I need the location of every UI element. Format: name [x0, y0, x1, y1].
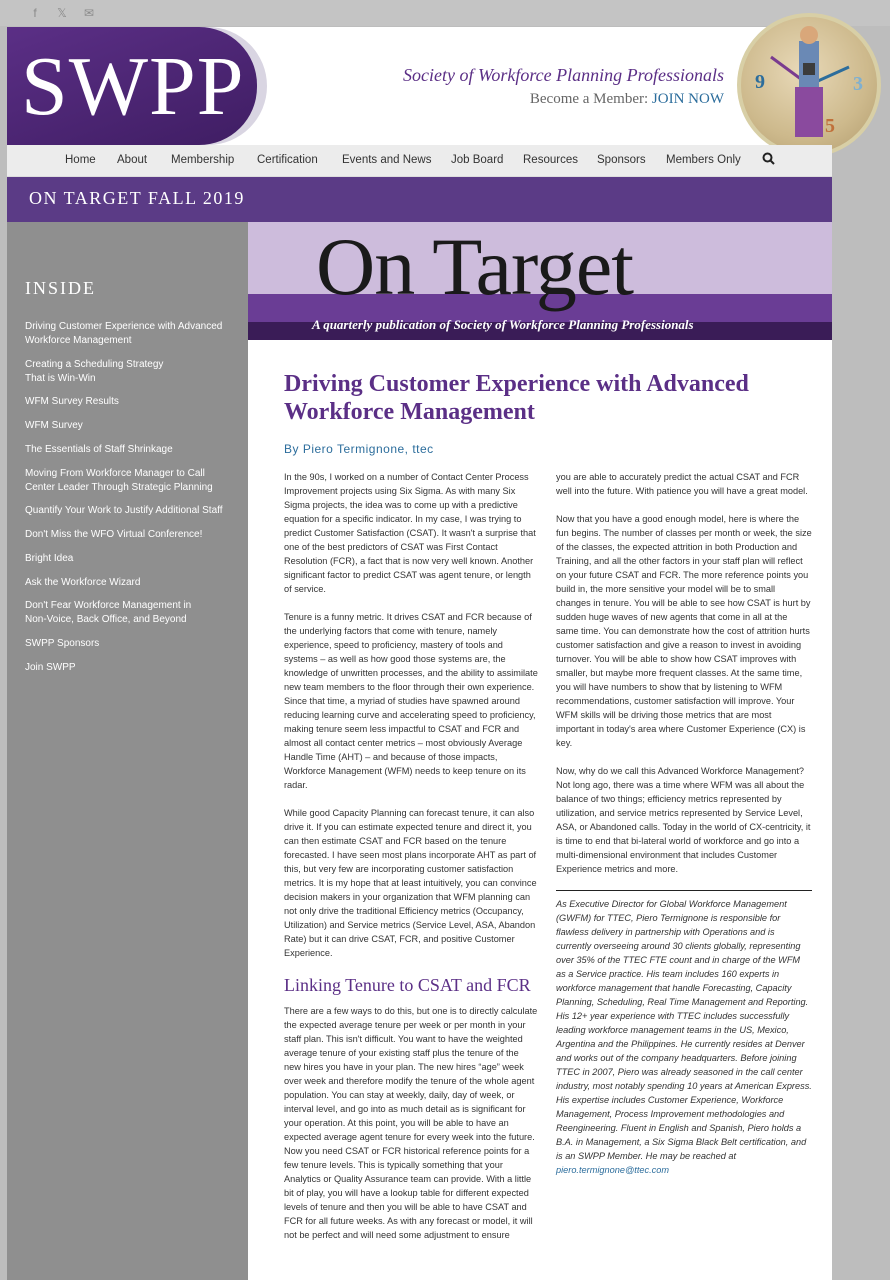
sidebar-heading: INSIDE: [25, 278, 96, 298]
email-icon[interactable]: ✉: [83, 6, 95, 20]
paragraph: In the 90s, I worked on a number of Contact Center Process Improvement projects using Six Sigma. As with many Six Sigma projects, the idea was to come up with a predictive equation for a specific indicator. In my case, I was trying to predict Customer Satisfaction (CSAT). It wasn't a surprise that one of the best predictors of CSAT was First Contact Resolution (FCR), a fact that is now very well known. Another significant factor to predict CSAT was agent tenure, or length of service.: [284, 472, 536, 594]
nav-membership[interactable]: Membership: [171, 154, 235, 166]
clock-illustration: [737, 13, 881, 157]
sidebar-link[interactable]: Driving Customer Experience with Advanced Workforce Management: [25, 321, 223, 346]
masthead-subtitle: A quarterly publication of Society of Workforce Planning Professionals: [312, 317, 694, 332]
sidebar-link[interactable]: Bright Idea: [25, 553, 74, 564]
nav-resources[interactable]: Resources: [523, 154, 578, 166]
nav-members-only[interactable]: Members Only: [666, 154, 741, 166]
sidebar-link[interactable]: WFM Survey: [25, 420, 83, 431]
paragraph: you are able to accurately predict the actual CSAT and FCR well into the future. With patience you will have a great model.: [556, 472, 808, 496]
issue-title: ON TARGET FALL 2019: [29, 188, 245, 208]
clock-number-3: 3: [853, 73, 863, 95]
bio-divider: [556, 890, 812, 891]
header-tagline: [403, 65, 724, 108]
article-column-1: [284, 470, 538, 1256]
member-line: [403, 91, 724, 108]
author-bio-text: As Executive Director for Global Workforce Management (GWFM) for TTEC, Piero Termignone is responsible for flawless delivery in partnership with Operations and is currently overseeing around 30 clients globally, representing over 35% of the TTEC FTE count and in charge of the WFM as a Service practice. His team includes 160 experts in workforce management that handle Forecasting, Capacity Planning, Scheduling, Real Time Management and Reporting. His 12+ year experience with TTEC includes successfully leading workforce management teams in the US, Mexico, Argentina and the Philippines. He currently resides at Denver and works out of the company headquarters. Before joining TTEC in 2007, Piero was already seasoned in the call center industry, most notably spending 10 years at American Express. His expertise includes Customer Experience, Workforce Management, Process Improvement methodologies and Reengineering. Fluent in English and Spanish, Piero holds a B.A. in Management, a Six Sigma Black Belt certification, and is an SWPP Member. He may be reached at: [556, 899, 812, 1161]
nav-about[interactable]: About: [117, 154, 148, 166]
sidebar-link[interactable]: Join SWPP: [25, 662, 76, 673]
issue-banner: [7, 177, 832, 222]
paragraph: Now that you have a good enough model, here is where the fun begins. The number of classes per month or week, the size of the classes, the expected attrition in both Production and Training, and all the other factors in your staff plan will reflect on your future CSAT and FCR. The more reference points you build in, the more sensitive your model will be to small changes in tenure. You will be able to see how CSAT is hurt by sudden huge waves of new agents that come in all at the same time. You can demonstrate how the cost of attrition hurts customer satisfaction and give a reason to invest in avoiding turnover. You will be able to show how CSAT improves with smaller, but maybe more frequent classes. At the same time, you will have numbers to show that by listening to WFM recommendations, customer satisfaction will improve. Your WFM skills will be driving those metrics that are most important in today's area where Customer Experience (CX) is key.: [556, 514, 812, 748]
nav-sponsors[interactable]: Sponsors: [597, 154, 646, 166]
nav-home[interactable]: Home: [65, 154, 96, 166]
clock-number-5: 5: [825, 115, 835, 137]
article-byline: By Piero Termignone, ttec: [284, 442, 434, 456]
sidebar-link[interactable]: The Essentials of Staff Shrinkage: [25, 444, 173, 455]
member-prefix: Become a Member:: [529, 91, 649, 107]
section-subhead: Linking Tenure to CSAT and FCR: [284, 975, 531, 995]
join-now-link[interactable]: JOIN NOW: [651, 91, 724, 107]
nav-events-and-news[interactable]: Events and News: [342, 154, 432, 166]
main-nav: [7, 145, 832, 177]
sidebar-link[interactable]: Creating a Scheduling Strategy That is Win-Win: [25, 359, 164, 384]
society-name: Society of Workforce Planning Professionals: [403, 65, 724, 85]
paragraph: There are a few ways to do this, but one is to directly calculate the expected average tenure per week or per month in your staff plan. This isn't difficult. You want to have the weighted average tenure of your existing staff plus the tenure of the new hires you have in your plan. The new hires “age” week over week and therefore modify the tenure of the whole agent population. You can stay at weekly, daily, day of week, or interval level, and go into as much detail as is significant for your operation. At this point, you will be able to have an expected average agent tenure for every week into the future. Now you need CSAT or FCR historical reference points for a few tenure levels. This is typically something that your Analytics or Quality Assurance team can provide. With a little bit of play, you will have a lookup table for different expected levels of tenure and then you will be able to have CSAT and FCR for all future weeks. As with any forecast or model, it will not be perfect and will need some adjustment to ensure: [284, 1006, 538, 1240]
masthead-word: On Target: [316, 222, 633, 312]
sidebar-link[interactable]: WFM Survey Results: [25, 396, 119, 407]
main-content: [248, 222, 832, 1280]
page-frame: [7, 27, 863, 1280]
x-icon[interactable]: 𝕏: [57, 6, 67, 20]
sidebar-link[interactable]: Ask the Workforce Wizard: [25, 577, 141, 588]
paragraph: Tenure is a funny metric. It drives CSAT and FCR because of the underlying factors that come with tenure, namely experience, speed to proficiency, mastery of tools and systems – as well as how good those systems are, the knowledge of unwritten processes, and the ability to assimilate new team members to the floor through their own experience. Since that time, a myriad of studies have spawned around reducing learning curve and accelerating speed to proficiency, making tenure seem less impactful to CSAT and FCR and almost all contact center metrics – most obviously Average Handle Time (AHT) – and because of those impacts, Workforce Management (WFM) needs to keep tenure on its radar.: [284, 612, 538, 790]
site-header: [7, 27, 863, 145]
article-title: Driving Customer Experience with Advanced Workforce Management: [284, 371, 749, 425]
logo-text: SWPP: [21, 40, 245, 133]
facebook-icon[interactable]: f: [33, 6, 37, 20]
paragraph: While good Capacity Planning can forecast tenure, it can also drive it. If you can estimate expected tenure and direct it, you can then estimate CSAT and FCR based on the tenure forecasted. I have seen most plans incorporate AHT as part of this, but very few are incorporating customer satisfaction metrics. It is my hope that at least intuitively, you can convince decision makers in your organization that WFM planning can not only drive the traditional Efficiency metrics (Occupancy, Utilization) and Service metrics (Service Level, ASA, Abandon Rate) but it can drive CSAT, FCR, and positive Customer Experience.: [284, 808, 537, 958]
sidebar: [7, 222, 248, 1280]
author-bio: [556, 897, 812, 1177]
article-column-2: [556, 470, 812, 1177]
sidebar-link[interactable]: Quantify Your Work to Justify Additional Staff: [25, 505, 223, 516]
author-email-link[interactable]: piero.termignone@ttec.com: [556, 1165, 669, 1175]
sidebar-link[interactable]: Moving From Workforce Manager to Call Center Leader Through Strategic Planning: [25, 468, 213, 493]
clock-number-9: 9: [755, 71, 765, 93]
sidebar-link[interactable]: SWPP Sponsors: [25, 638, 100, 649]
nav-certification[interactable]: Certification: [257, 154, 318, 166]
sidebar-link[interactable]: Don't Fear Workforce Management in Non-Voice, Back Office, and Beyond: [25, 600, 192, 625]
paragraph: Now, why do we call this Advanced Workforce Management? Not long ago, there was a time where WFM was all about the balance of two things; efficiency metrics represented by utilization, and service metrics represented by Service Level, ASA, or Abandoned calls. Today in the world of CX-centricity, it is time to end that bi-lateral world of workforce and go into a multi-dimensional environment that includes Customer Experience metrics and more.: [556, 766, 811, 874]
on-target-masthead: [248, 222, 832, 340]
nav-job-board[interactable]: Job Board: [451, 154, 504, 166]
search-icon[interactable]: [762, 152, 775, 168]
sidebar-link[interactable]: Don't Miss the WFO Virtual Conference!: [25, 529, 203, 540]
swpp-logo[interactable]: [7, 27, 269, 145]
